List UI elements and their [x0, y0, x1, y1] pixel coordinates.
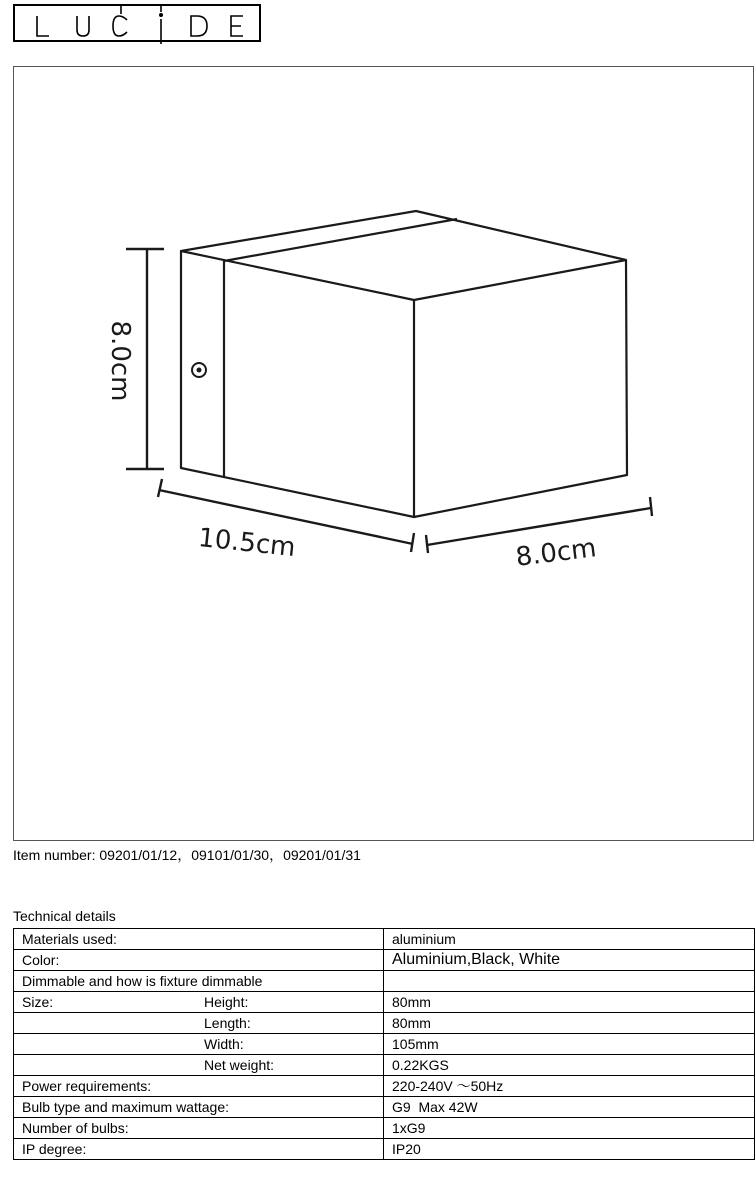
product-dimension-drawing [14, 67, 755, 842]
spec-value: 220-240V ～50Hz [384, 1076, 755, 1097]
spec-value: 80mm [384, 1013, 755, 1034]
spec-value: Aluminium,Black, White [384, 950, 755, 971]
spec-label [14, 1076, 384, 1097]
table-row [14, 1076, 755, 1097]
screw-icon [192, 363, 206, 377]
spec-sub-label: Length: [204, 1015, 251, 1031]
spec-label-text: Size: [22, 994, 54, 1010]
spec-value: IP20 [384, 1139, 755, 1160]
spec-sub-label: Height: [204, 994, 249, 1010]
height-label: 8.0cm [105, 320, 135, 402]
spec-label-text: Materials used: [22, 931, 117, 947]
spec-label [14, 929, 384, 950]
spec-label-text: Number of bulbs: [22, 1120, 129, 1136]
technical-details-table [13, 928, 755, 1160]
spec-value: aluminium [384, 929, 755, 950]
spec-sub-label: Net weight: [204, 1057, 275, 1073]
spec-label [14, 1139, 384, 1160]
table-row [14, 1034, 755, 1055]
spec-label [14, 1013, 384, 1034]
table-row [14, 1097, 755, 1118]
table-row [14, 1013, 755, 1034]
spec-label [14, 1055, 384, 1076]
table-row [14, 971, 755, 992]
table-row [14, 929, 755, 950]
spec-value: 0.22KGS [384, 1055, 755, 1076]
technical-details-title: Technical details [13, 908, 116, 924]
table-row [14, 992, 755, 1013]
table-row [14, 950, 755, 971]
item-number: Item number: 09201/01/12，09101/01/30，09201/01/31 [13, 847, 361, 863]
cube-outline [181, 211, 627, 517]
spec-value: 80mm [384, 992, 755, 1013]
spec-label-text: Color: [22, 952, 60, 968]
spec-label [14, 992, 384, 1013]
product-drawing-frame [13, 66, 754, 841]
depth-label: 8.0cm [514, 533, 599, 573]
table-row [14, 1055, 755, 1076]
table-row [14, 1139, 755, 1160]
spec-value: 105mm [384, 1034, 755, 1055]
brand-logo [13, 4, 261, 42]
spec-sub-label: Width: [204, 1036, 244, 1052]
spec-label-text: IP degree: [22, 1141, 87, 1157]
spec-value: 1xG9 [384, 1118, 755, 1139]
spec-label [14, 1097, 384, 1118]
width-label: 10.5cm [196, 523, 297, 564]
table-row [14, 1118, 755, 1139]
spec-label [14, 1118, 384, 1139]
spec-value: G9 Max 42W [384, 1097, 755, 1118]
spec-label [14, 1034, 384, 1055]
spec-label-text: Power requirements: [22, 1078, 152, 1094]
spec-label-text: Dimmable and how is fixture dimmable [22, 973, 263, 989]
logo-graphic [15, 6, 263, 44]
spec-label [14, 971, 384, 992]
spec-label-text: Bulb type and maximum wattage: [22, 1099, 229, 1115]
spec-label [14, 950, 384, 971]
spec-value [384, 971, 755, 992]
